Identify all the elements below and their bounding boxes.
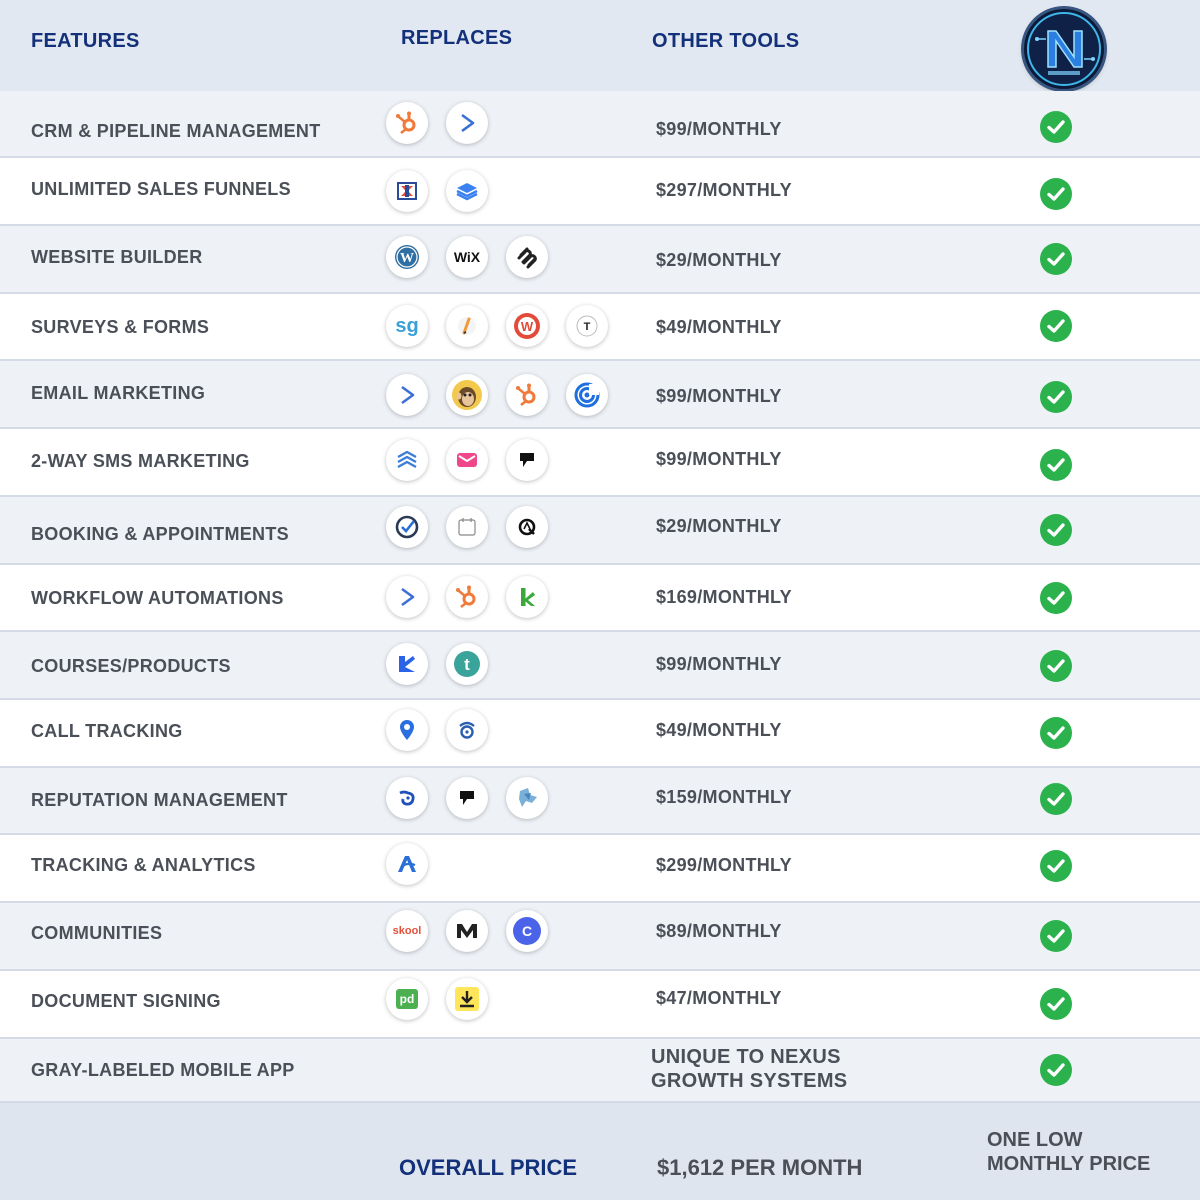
svg-text:t: t	[464, 655, 470, 674]
callrail-icon	[446, 709, 488, 751]
feature-name: DOCUMENT SIGNING	[31, 991, 221, 1011]
pandadoc-label: pd	[396, 989, 419, 1009]
price-line-1: UNIQUE TO NEXUS	[651, 1046, 841, 1068]
table-row	[0, 768, 1200, 835]
table-row	[0, 835, 1200, 903]
replaced-tools	[386, 506, 566, 548]
podium-icon	[446, 777, 488, 819]
note-line-1: ONE LOW	[987, 1129, 1083, 1151]
included-check-icon	[1040, 111, 1072, 143]
trustpilot-icon	[506, 777, 548, 819]
included-check-icon	[1040, 988, 1072, 1020]
replaced-tools	[386, 102, 506, 144]
nexus-logo	[1024, 9, 1104, 89]
table-row	[0, 903, 1200, 971]
table-row	[0, 497, 1200, 565]
wordpress-icon	[386, 236, 428, 278]
feature-name: REPUTATION MANAGEMENT	[31, 790, 288, 810]
competitor-price: $99/MONTHLY	[656, 386, 782, 406]
table-header	[0, 0, 1200, 91]
feature-name: COURSES/PRODUCTS	[31, 656, 231, 676]
replaced-tools	[386, 643, 506, 685]
table-row	[0, 971, 1200, 1039]
svg-text:T: T	[583, 321, 591, 333]
activecampaign-icon	[386, 576, 428, 618]
competitor-price: $49/MONTHLY	[656, 720, 782, 740]
competitor-price: $297/MONTHLY	[656, 180, 792, 200]
surveygizmo-icon	[386, 305, 428, 347]
header-features: FEATURES	[31, 30, 140, 52]
header-replaces: REPLACES	[401, 27, 513, 49]
included-check-icon	[1040, 920, 1072, 952]
replaced-tools	[386, 236, 566, 278]
activecampaign-icon	[446, 102, 488, 144]
skool-label: skool	[392, 925, 422, 937]
table-row	[0, 361, 1200, 429]
replaced-tools	[386, 305, 626, 347]
activecampaign-icon	[386, 374, 428, 416]
table-row	[0, 158, 1200, 226]
included-check-icon	[1040, 514, 1072, 546]
included-check-icon	[1040, 582, 1072, 614]
competitor-price: $169/MONTHLY	[656, 587, 792, 607]
competitor-price: $99/MONTHLY	[656, 654, 782, 674]
replaced-tools	[386, 709, 506, 751]
hubspot-icon	[446, 576, 488, 618]
mighty-networks-icon	[446, 910, 488, 952]
included-check-icon	[1040, 850, 1072, 882]
feature-name: CRM & PIPELINE MANAGEMENT	[31, 121, 321, 141]
podium-icon	[506, 439, 548, 481]
replaced-tools	[386, 777, 566, 819]
calendly-icon	[386, 506, 428, 548]
surveygizmo-label: sg	[395, 314, 419, 337]
wix-label: WiX	[453, 249, 481, 265]
competitor-price: $49/MONTHLY	[656, 317, 782, 337]
included-check-icon	[1040, 310, 1072, 342]
analytics-icon	[386, 843, 428, 885]
constantcontact-icon	[566, 374, 608, 416]
feature-name: WEBSITE BUILDER	[31, 247, 203, 267]
one-low-monthly-price	[987, 1128, 1150, 1176]
table-row	[0, 1039, 1200, 1103]
feature-name: TRACKING & ANALYTICS	[31, 855, 256, 875]
feature-name: BOOKING & APPOINTMENTS	[31, 524, 289, 544]
feature-name: CALL TRACKING	[31, 721, 183, 741]
jotform-icon	[446, 305, 488, 347]
hubspot-icon	[386, 102, 428, 144]
textmagic-icon	[386, 439, 428, 481]
feature-name: 2-WAY SMS MARKETING	[31, 451, 250, 471]
competitor-price: $89/MONTHLY	[656, 921, 782, 941]
replaced-tools	[386, 439, 566, 481]
replaced-tools	[386, 910, 566, 952]
included-check-icon	[1040, 1054, 1072, 1086]
svg-text:C: C	[521, 923, 533, 939]
feature-name: UNLIMITED SALES FUNNELS	[31, 179, 291, 199]
replaced-tools	[386, 170, 506, 212]
table-row	[0, 91, 1200, 158]
hubspot-icon	[506, 374, 548, 416]
replaced-tools	[386, 374, 626, 416]
feature-name: EMAIL MARKETING	[31, 383, 206, 403]
competitor-price: $47/MONTHLY	[656, 988, 782, 1008]
table-row	[0, 565, 1200, 632]
overall-price-value: $1,612 PER MONTH	[657, 1155, 863, 1180]
included-check-icon	[1040, 449, 1072, 481]
simpletexting-icon	[446, 439, 488, 481]
feature-name: SURVEYS & FORMS	[31, 317, 210, 337]
keap-icon	[506, 576, 548, 618]
note-line-2: MONTHLY PRICE	[987, 1153, 1151, 1175]
competitor-price: $29/MONTHLY	[656, 516, 782, 536]
mailchimp-icon	[446, 374, 488, 416]
calltrackingmetrics-icon	[386, 709, 428, 751]
replaced-tools	[386, 843, 446, 885]
typeform-icon	[566, 305, 608, 347]
included-check-icon	[1040, 783, 1072, 815]
included-check-icon	[1040, 178, 1072, 210]
svg-text:W: W	[520, 319, 534, 334]
kajabi-icon	[386, 643, 428, 685]
skool-icon	[386, 910, 428, 952]
acuity-icon	[446, 506, 488, 548]
overall-price-label: OVERALL PRICE	[399, 1155, 578, 1180]
wufoo-icon	[506, 305, 548, 347]
squarespace-icon	[506, 236, 548, 278]
competitor-price	[651, 1045, 847, 1093]
included-check-icon	[1040, 381, 1072, 413]
qualified-icon	[506, 506, 548, 548]
clickfunnels-icon	[386, 170, 428, 212]
table-row	[0, 429, 1200, 497]
header-other-tools: OTHER TOOLS	[652, 30, 800, 52]
competitor-price: $29/MONTHLY	[656, 250, 782, 270]
table-row	[0, 632, 1200, 700]
teachable-icon	[446, 643, 488, 685]
svg-text:W: W	[400, 251, 414, 266]
birdeye-icon	[386, 777, 428, 819]
pandadoc-icon	[386, 978, 428, 1020]
table-row	[0, 700, 1200, 768]
docusign-icon	[446, 978, 488, 1020]
circle-icon	[506, 910, 548, 952]
table-row	[0, 226, 1200, 294]
price-line-2: GROWTH SYSTEMS	[651, 1070, 848, 1092]
wix-icon	[446, 236, 488, 278]
leadpages-icon	[446, 170, 488, 212]
included-check-icon	[1040, 717, 1072, 749]
included-check-icon	[1040, 650, 1072, 682]
included-check-icon	[1040, 243, 1072, 275]
feature-name: GRAY-LABELED MOBILE APP	[31, 1060, 295, 1080]
competitor-price: $299/MONTHLY	[656, 855, 792, 875]
table-row	[0, 294, 1200, 361]
feature-name: WORKFLOW AUTOMATIONS	[31, 588, 284, 608]
feature-name: COMMUNITIES	[31, 923, 163, 943]
competitor-price: $99/MONTHLY	[656, 449, 782, 469]
competitor-price: $99/MONTHLY	[656, 119, 782, 139]
replaced-tools	[386, 978, 506, 1020]
replaced-tools	[386, 576, 566, 618]
nexus-logo-mark	[1024, 9, 1104, 89]
competitor-price: $159/MONTHLY	[656, 787, 792, 807]
